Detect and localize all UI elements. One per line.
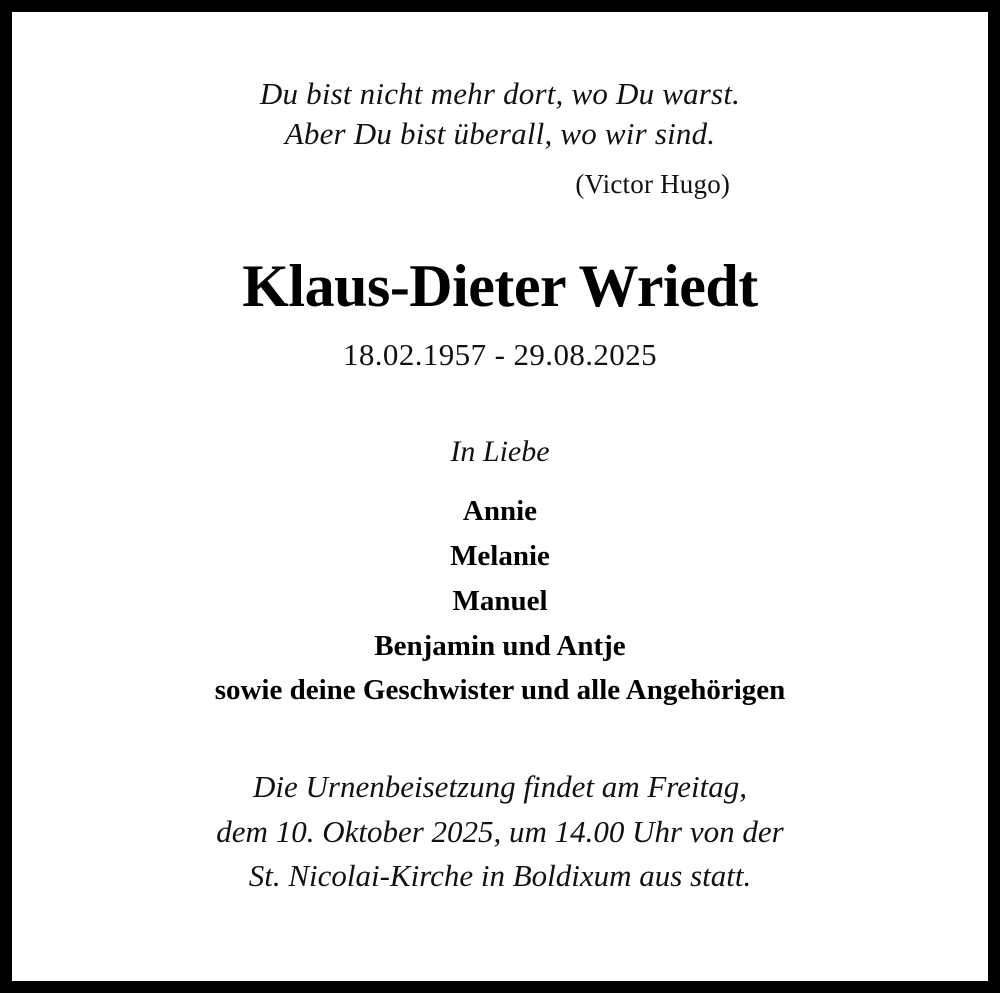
mourners-list [215,489,786,714]
mourner-name: Annie [462,494,538,527]
mourner-name: Benjamin und Antje [374,629,626,662]
quote-line-2: Aber Du bist überall, wo wir sind. [284,116,716,152]
mourner-name: Melanie [450,539,550,572]
service-line-1: Die Urnenbeisetzung findet am Freitag, [253,769,747,805]
quote-block [260,74,740,202]
mourner-name: Manuel [452,584,548,617]
quote-attribution: (Victor Hugo) [575,168,731,199]
service-line-2: dem 10. Oktober 2025, um 14.00 Uhr von der [216,813,784,849]
service-info [216,765,783,898]
obituary-card [12,12,988,981]
mourner-name: sowie deine Geschwister und alle Angehörigen [214,674,786,707]
quote-line-1: Du bist nicht mehr dort, wo Du warst. [259,76,741,111]
in-love-label: In Liebe [450,434,550,468]
life-dates: 18.02.1957 - 29.08.2025 [342,336,658,372]
deceased-name: Klaus-Dieter Wriedt [242,252,758,319]
service-line-3: St. Nicolai-Kirche in Boldixum aus statt. [248,858,752,894]
